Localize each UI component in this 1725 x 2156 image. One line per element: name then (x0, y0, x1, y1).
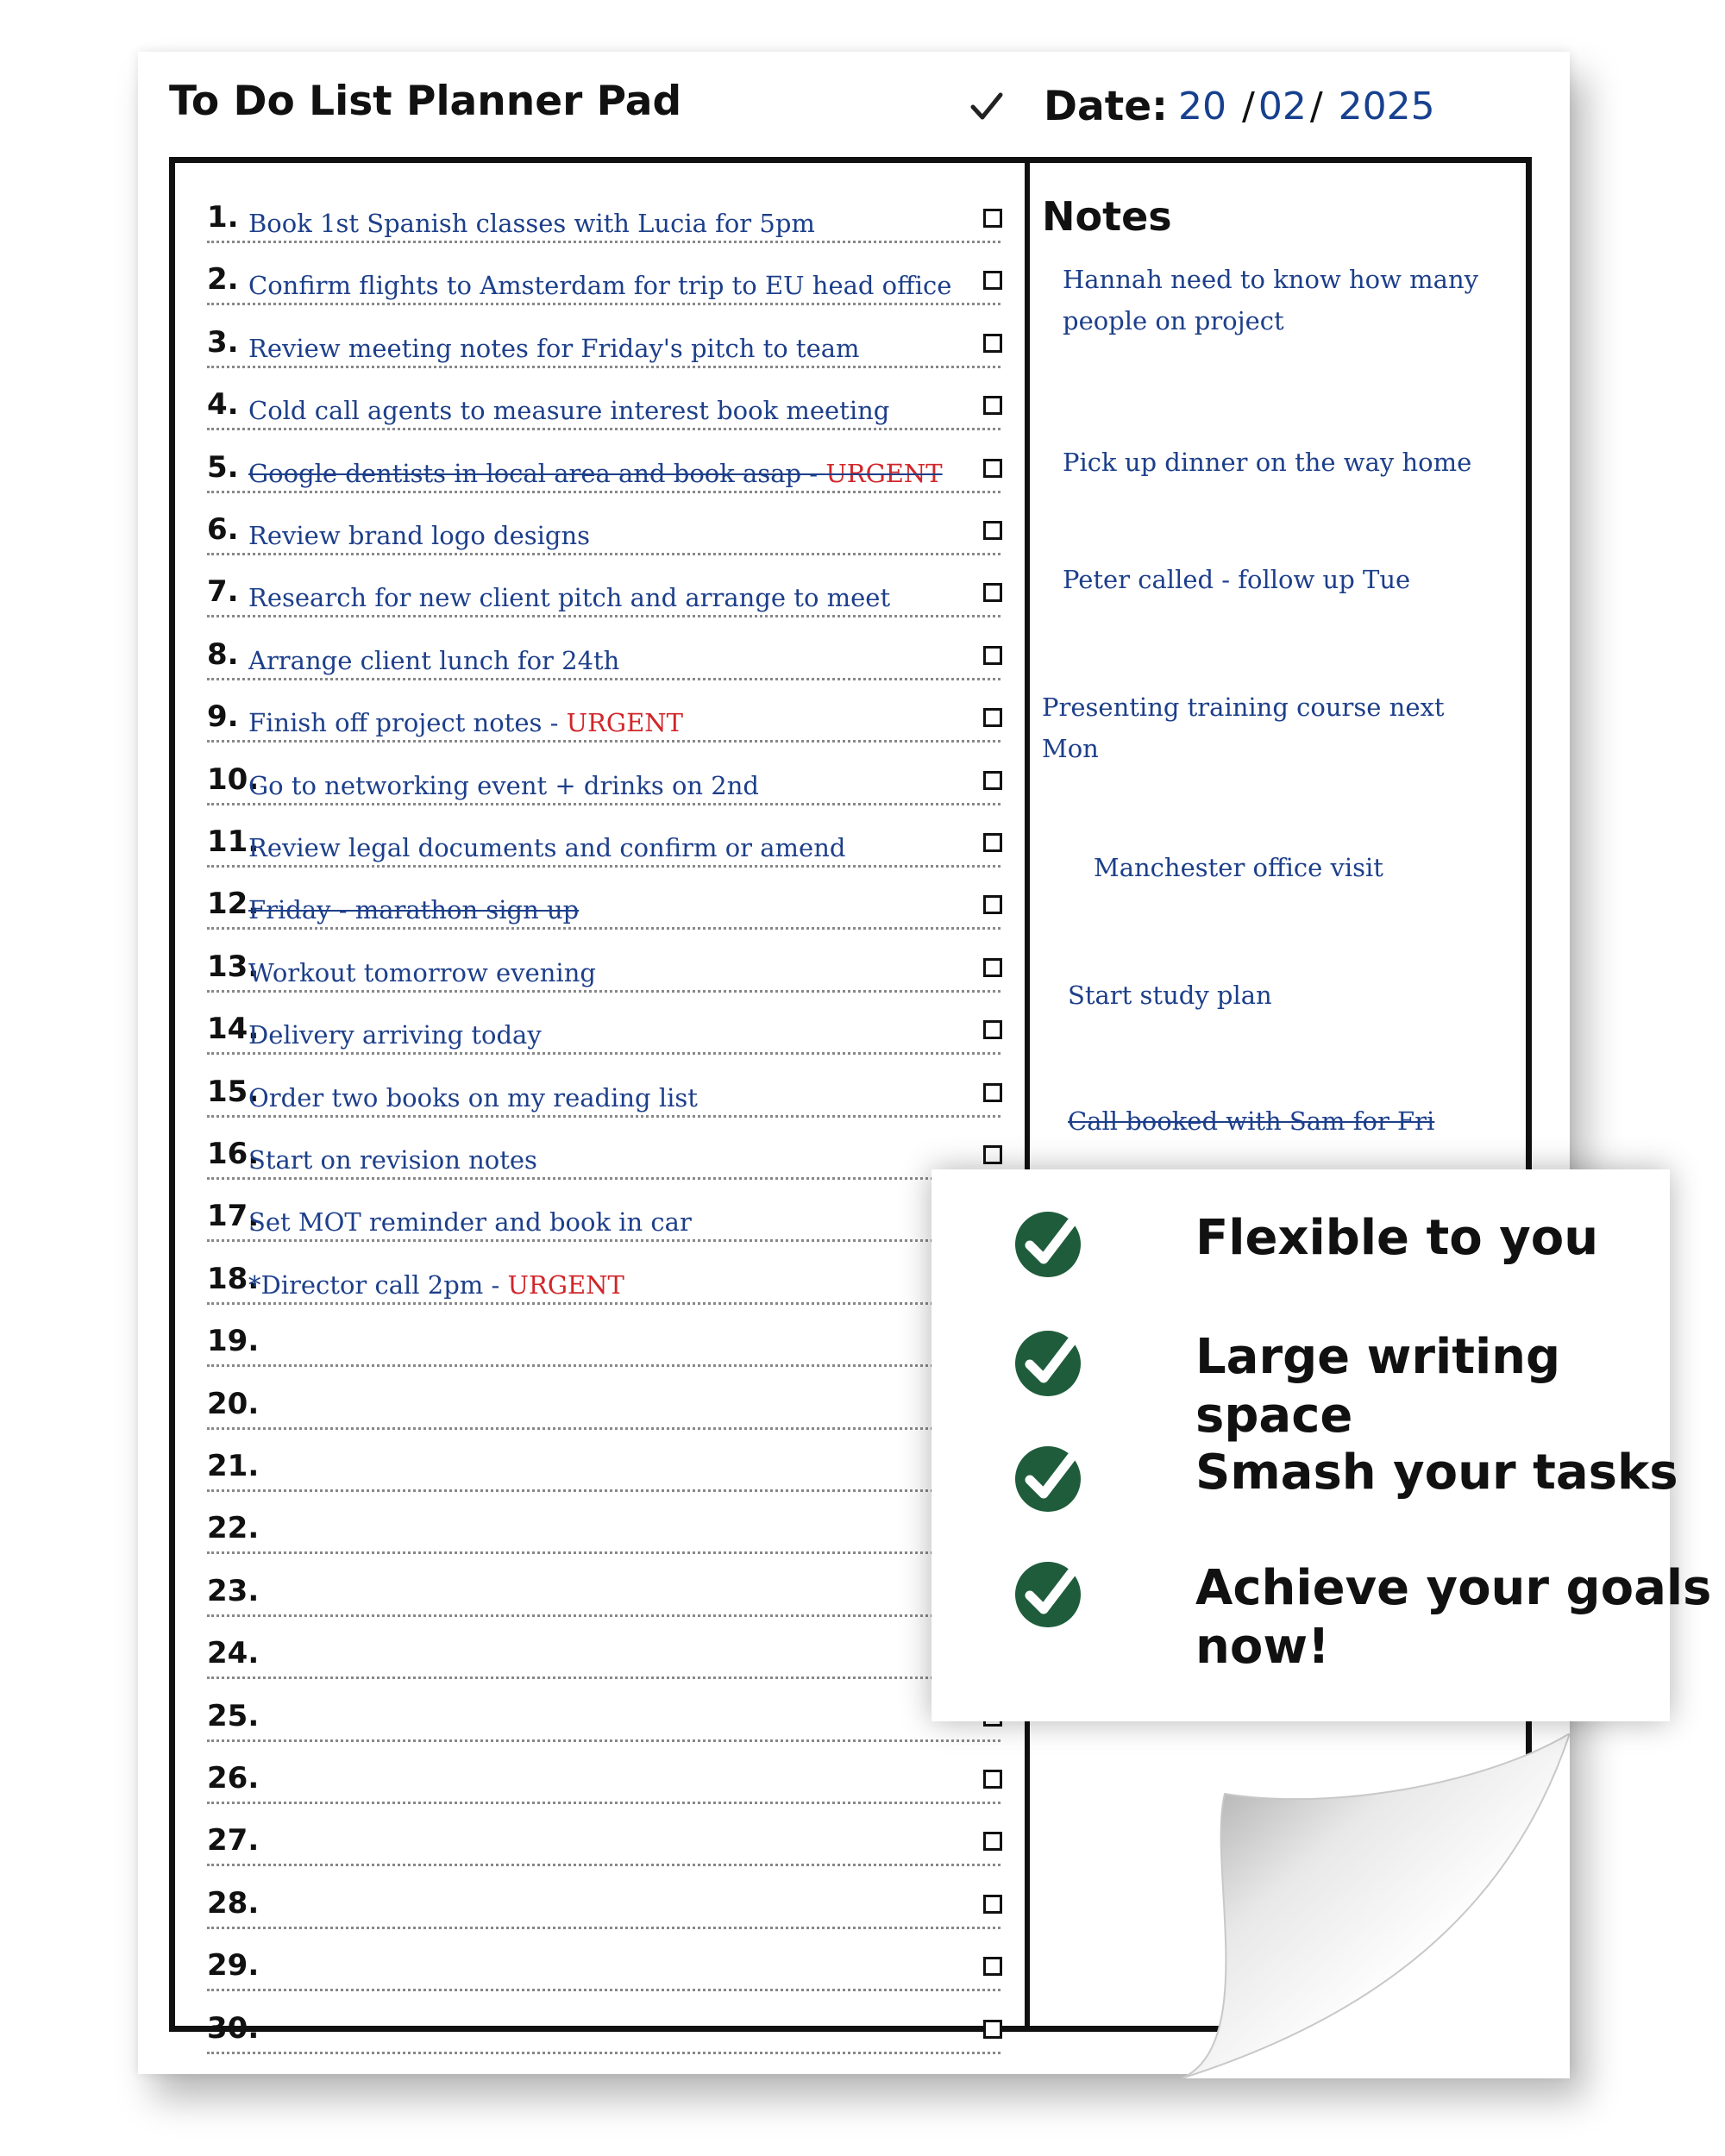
todo-number: 18. (207, 1261, 260, 1296)
todo-row[interactable] (207, 1056, 1000, 1118)
todo-text[interactable] (248, 334, 990, 363)
todo-row[interactable] (207, 618, 1000, 680)
date-separator: / (1242, 85, 1255, 128)
date-separator: / (1309, 85, 1323, 128)
urgent-label: URGENT (825, 458, 943, 488)
todo-row[interactable] (207, 1430, 1000, 1492)
todo-text[interactable] (248, 1020, 990, 1050)
todo-row[interactable] (207, 1742, 1000, 1804)
feature-callout (932, 1169, 1712, 1721)
todo-number: 20. (207, 1386, 260, 1421)
todo-row[interactable] (207, 431, 1000, 493)
todo-row[interactable] (207, 555, 1000, 617)
todo-row[interactable] (207, 306, 1000, 368)
todo-row[interactable] (207, 1680, 1000, 1742)
page-title: To Do List Planner Pad (169, 78, 682, 125)
todo-checkbox[interactable] (983, 958, 1002, 977)
note-item[interactable]: Peter called - follow up Tue (1063, 565, 1411, 594)
todo-row[interactable] (207, 1555, 1000, 1617)
todo-text-main: Go to networking event + drinks on 2nd (248, 770, 759, 800)
todo-text-main: Review legal documents and confirm or amend (248, 833, 846, 862)
feature-text: Achieve your goals now! (1195, 1560, 1712, 1675)
todo-checkbox[interactable] (983, 1083, 1002, 1102)
todo-text[interactable] (248, 646, 990, 675)
todo-text[interactable] (248, 708, 990, 737)
todo-text[interactable] (248, 271, 990, 300)
todo-text[interactable] (248, 771, 990, 800)
note-item[interactable]: Call booked with Sam for Fri (1068, 1106, 1435, 1136)
todo-row[interactable] (207, 1368, 1000, 1430)
page-curl (1156, 1733, 1570, 2078)
todo-number: 26. (207, 1761, 260, 1796)
check-badge-icon (1011, 1325, 1085, 1399)
todo-text[interactable] (248, 396, 990, 425)
todo-text-main: Review brand logo designs (248, 521, 591, 550)
todo-number: 22. (207, 1511, 260, 1546)
note-item[interactable]: Presenting training course next Mon (1042, 693, 1445, 763)
todo-text[interactable] (248, 583, 990, 612)
todo-number: 21. (207, 1449, 260, 1483)
todo-text-main: Research for new client pitch and arrange to meet (248, 583, 891, 613)
todo-checkbox[interactable] (983, 1770, 1002, 1789)
check-badge-icon (1011, 1556, 1085, 1630)
todo-number: 12. (207, 887, 260, 922)
todo-text[interactable] (248, 459, 990, 488)
todo-text-main: Book 1st Spanish classes with Lucia for 5pm (248, 209, 815, 238)
todo-number: 7. (207, 574, 239, 610)
todo-text-main: Start on revision notes (248, 1145, 537, 1175)
todo-text-main: Cold call agents to measure interest book meeting (248, 396, 890, 426)
todo-row[interactable] (207, 1305, 1000, 1367)
todo-checkbox[interactable] (983, 334, 1002, 353)
notes-title: Notes (1042, 193, 1172, 240)
todo-text-main: Review meeting notes for Friday's pitch to team (248, 333, 860, 363)
check-badge-icon (1011, 1206, 1085, 1280)
todo-number: 9. (207, 699, 239, 735)
todo-row[interactable] (207, 1243, 1000, 1305)
todo-row[interactable] (207, 1929, 1000, 1991)
todo-text[interactable] (248, 958, 990, 987)
todo-row[interactable] (207, 680, 1000, 743)
todo-row[interactable] (207, 1617, 1000, 1679)
urgent-label: URGENT (566, 708, 683, 738)
todo-text-main: *Director call 2pm - (248, 1269, 508, 1300)
todo-checkbox[interactable] (983, 1020, 1002, 1039)
todo-checkbox[interactable] (983, 209, 1002, 228)
dotted-rule (207, 2052, 1000, 2054)
todo-row[interactable] (207, 1992, 1000, 2054)
todo-checkbox[interactable] (983, 1145, 1002, 1164)
todo-number: 8. (207, 636, 239, 672)
todo-row[interactable] (207, 1118, 1000, 1180)
todo-checkbox[interactable] (983, 1895, 1002, 1914)
todo-text-main: Friday - marathon sign up (248, 895, 580, 925)
feature-text: Smash your tasks (1195, 1445, 1678, 1501)
todo-number: 25. (207, 1698, 260, 1733)
todo-text[interactable] (248, 1207, 990, 1237)
todo-checkbox[interactable] (983, 521, 1002, 540)
todo-text[interactable] (248, 1145, 990, 1175)
todo-number: 6. (207, 512, 239, 547)
todo-text[interactable] (248, 1270, 990, 1300)
todo-number: 30. (207, 2010, 260, 2046)
todo-checkbox[interactable] (983, 646, 1002, 665)
todo-row[interactable] (207, 181, 1000, 243)
todo-text-main: Google dentists in local area and book asap - (248, 458, 826, 488)
todo-number: 27. (207, 1823, 260, 1858)
todo-text-main: Finish off project notes - (248, 708, 567, 738)
todo-row[interactable] (207, 1804, 1000, 1866)
date-day: 20 (1178, 85, 1226, 128)
urgent-label: URGENT (507, 1269, 624, 1300)
todo-number: 4. (207, 387, 239, 423)
todo-row[interactable] (207, 1492, 1000, 1554)
todo-text-main: Arrange client lunch for 24th (248, 645, 620, 675)
todo-number: 13. (207, 949, 260, 984)
feature-text: Flexible to you (1195, 1210, 1599, 1266)
todo-text-main: Set MOT reminder and book in car (248, 1207, 692, 1238)
todo-row[interactable] (207, 1867, 1000, 1929)
todo-row[interactable] (207, 368, 1000, 430)
todo-number: 5. (207, 449, 239, 485)
todo-checkbox[interactable] (983, 459, 1002, 478)
todo-checkbox[interactable] (983, 2020, 1002, 2039)
todo-number: 1. (207, 200, 239, 235)
todo-text-main: Workout tomorrow evening (248, 957, 596, 987)
todo-row[interactable] (207, 493, 1000, 555)
todo-row[interactable] (207, 993, 1000, 1055)
todo-number: 11. (207, 824, 260, 859)
todo-row[interactable] (207, 868, 1000, 930)
todo-text[interactable] (248, 521, 990, 550)
note-item[interactable]: Hannah need to know how many people on project (1063, 265, 1479, 335)
feature-text: Large writing space (1195, 1329, 1561, 1444)
date-month: 02 (1258, 85, 1307, 128)
todo-number: 29. (207, 1948, 260, 1984)
todo-number: 15. (207, 1074, 260, 1109)
todo-checkbox[interactable] (983, 708, 1002, 727)
todo-row[interactable] (207, 805, 1000, 868)
todo-number: 10. (207, 761, 260, 797)
todo-row[interactable] (207, 1180, 1000, 1242)
note-item[interactable]: Start study plan (1068, 981, 1272, 1010)
checkmark-icon (969, 90, 1004, 124)
column-divider (1025, 157, 1030, 2032)
todo-number: 19. (207, 1324, 260, 1359)
todo-number: 14. (207, 1012, 260, 1047)
todo-checkbox[interactable] (983, 895, 1002, 914)
todo-text-main: Order two books on my reading list (248, 1082, 698, 1112)
todo-number: 24. (207, 1636, 260, 1671)
todo-checkbox[interactable] (983, 771, 1002, 790)
todo-checkbox[interactable] (983, 583, 1002, 602)
check-badge-icon (1011, 1440, 1085, 1514)
todo-checkbox[interactable] (983, 396, 1002, 415)
todo-number: 16. (207, 1137, 260, 1171)
todo-number: 2. (207, 262, 239, 298)
todo-checkbox[interactable] (983, 1832, 1002, 1851)
date-value[interactable] (1178, 85, 1435, 128)
todo-text[interactable] (248, 833, 990, 862)
date-label: Date: (1044, 83, 1168, 130)
note-item[interactable]: Pick up dinner on the way home (1063, 448, 1472, 477)
note-item[interactable]: Manchester office visit (1094, 853, 1383, 882)
todo-checkbox[interactable] (983, 271, 1002, 290)
todo-checkbox[interactable] (983, 1957, 1002, 1976)
todo-row[interactable] (207, 743, 1000, 805)
todo-number: 28. (207, 1885, 260, 1921)
todo-text-main: Delivery arriving today (248, 1020, 542, 1050)
todo-text[interactable] (248, 209, 990, 238)
todo-number: 23. (207, 1573, 260, 1608)
todo-text[interactable] (248, 895, 990, 924)
todo-text-main: Confirm flights to Amsterdam for trip to EU head office (248, 271, 952, 301)
todo-text[interactable] (248, 1083, 990, 1112)
todo-number: 3. (207, 324, 239, 360)
todo-row[interactable] (207, 931, 1000, 993)
todo-checkbox[interactable] (983, 833, 1002, 852)
todo-number: 17. (207, 1199, 260, 1234)
date-year: 2025 (1338, 85, 1435, 128)
todo-row[interactable] (207, 243, 1000, 305)
